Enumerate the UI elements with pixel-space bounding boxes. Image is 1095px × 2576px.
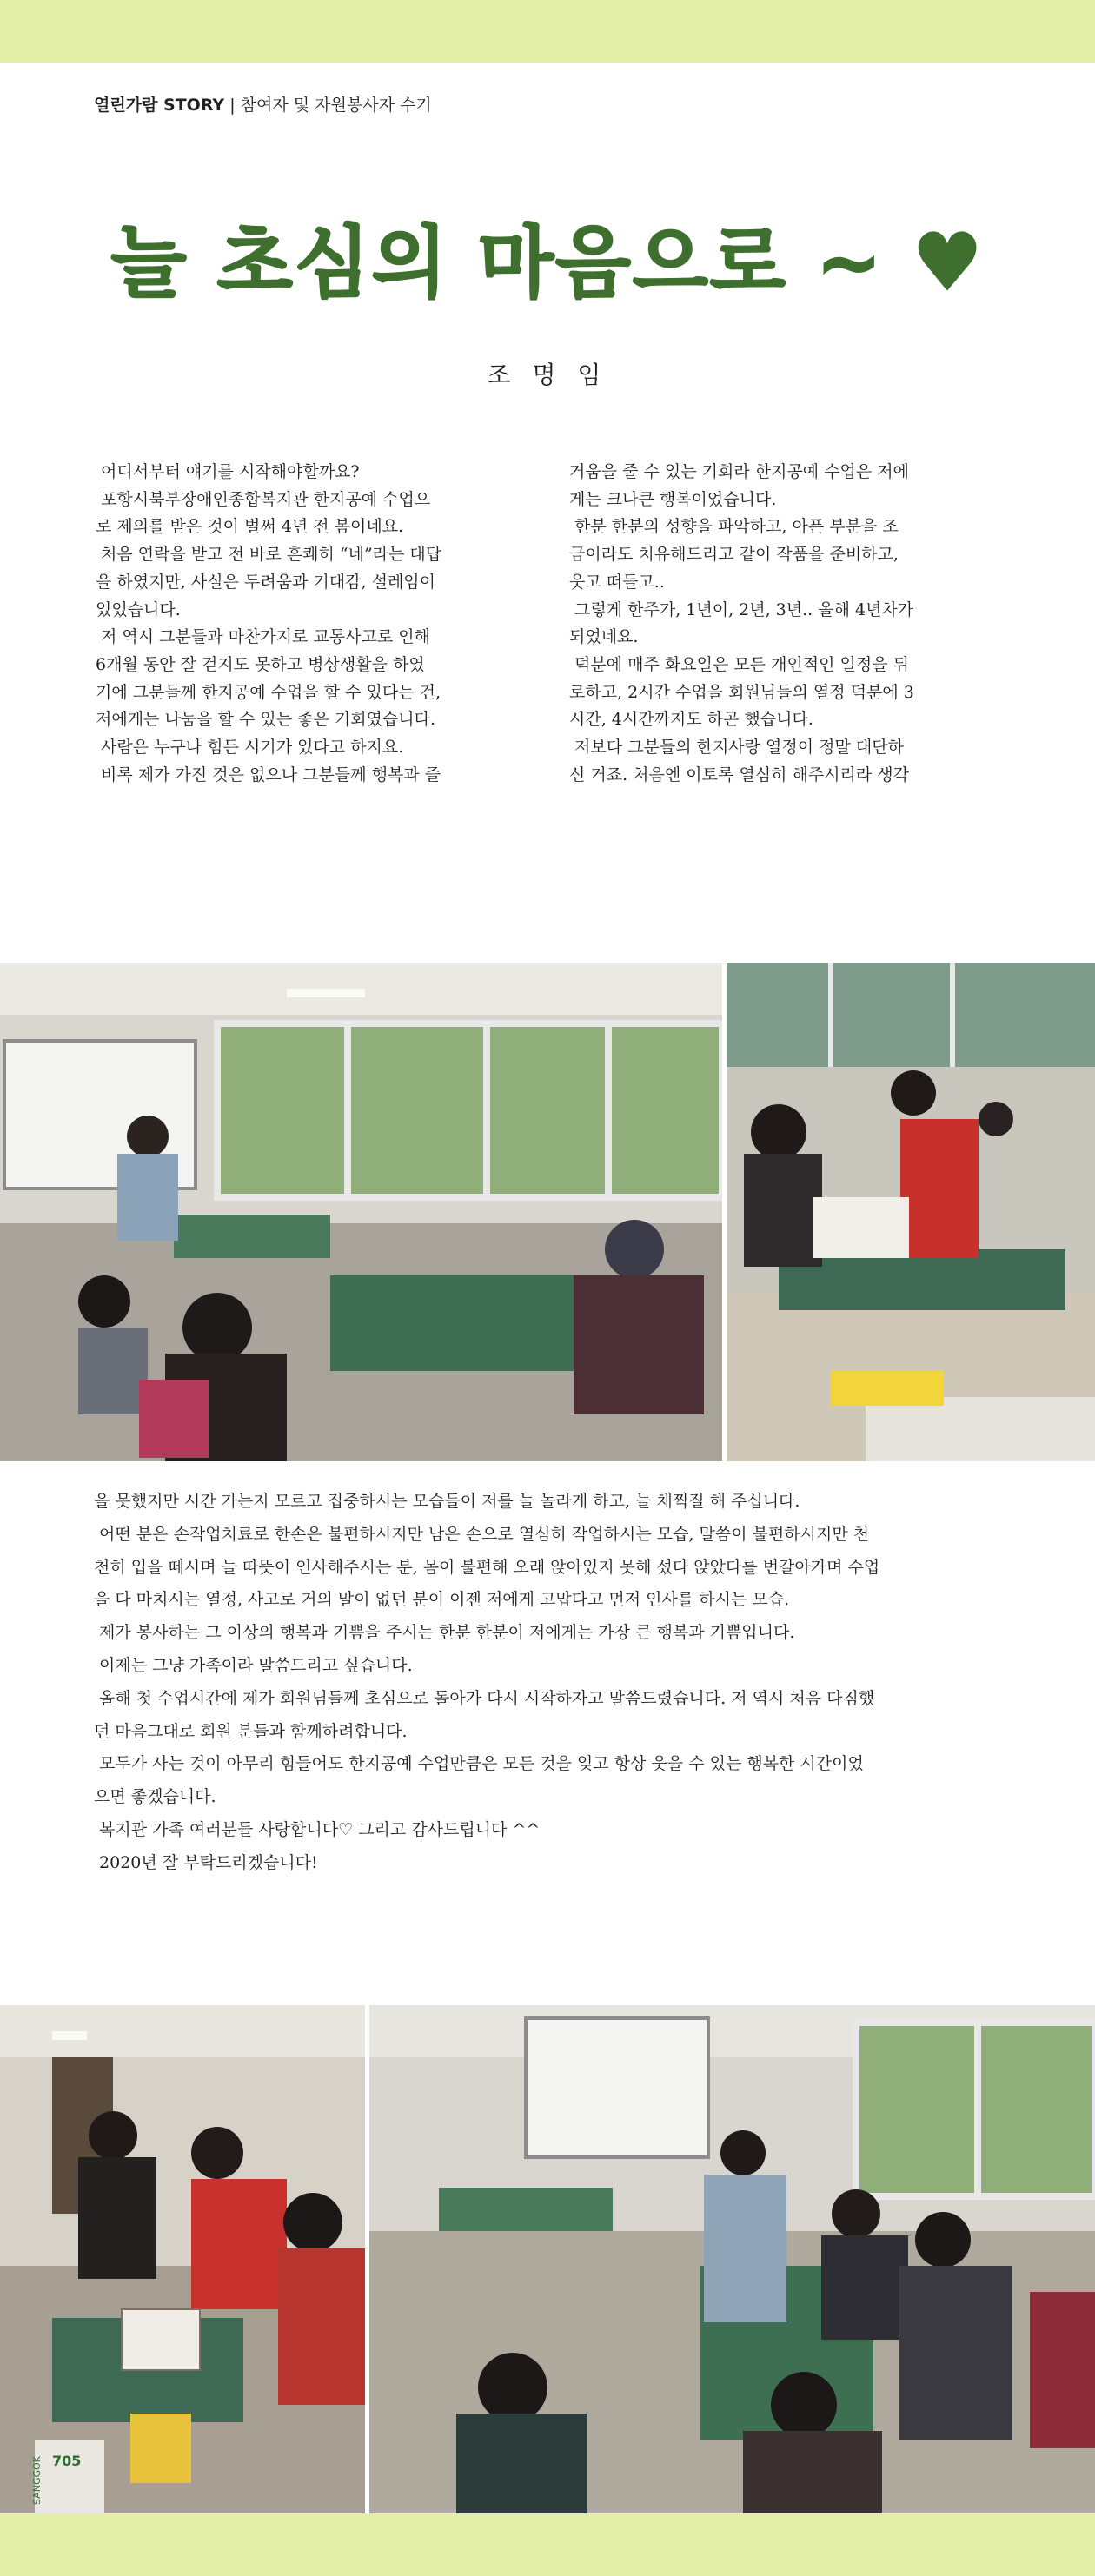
text-line: 2020년 잘 부탁드리겠습니다! — [94, 1852, 318, 1872]
text-line: 로하고, 2시간 수업을 회원님들의 열정 덕분에 3 — [569, 682, 914, 702]
text-line: 있었습니다. — [96, 599, 181, 619]
bottom-color-band — [0, 2513, 1095, 2576]
text-line: 던 마음그대로 회원 분들과 함께하려합니다. — [94, 1721, 408, 1741]
text-line: 올해 첫 수업시간에 제가 회원님들께 초심으로 돌아가 다시 시작하자고 말씀드렸습니다. 저 역시 처음 다짐했 — [94, 1688, 875, 1708]
text-line: 금이라도 치유해드리고 같이 작품을 준비하고, — [569, 545, 899, 565]
text-line: 사람은 누구나 힘든 시기가 있다고 하지요. — [96, 738, 404, 758]
text-line: 어떤 분은 손작업치료로 한손은 불편하시지만 남은 손으로 열심히 작업하시는 모습, 말씀이 불편하시지만 천 — [94, 1524, 870, 1544]
text-line: 이제는 그냥 가족이라 말씀드리고 싶습니다. — [94, 1655, 413, 1675]
continued-text — [94, 1486, 1006, 1880]
page-header — [94, 92, 432, 116]
section-label: 열린가람 STORY — [94, 96, 225, 115]
craft-table-photo — [0, 2005, 365, 2513]
text-line: 시간, 4시간까지도 하곤 했습니다. — [569, 710, 813, 730]
helping-photo-image — [727, 963, 1095, 1461]
text-line: 웃고 떠들고.. — [569, 572, 665, 592]
helping-photo — [727, 963, 1095, 1461]
classroom-photo — [0, 963, 722, 1461]
text-line: 덕분에 매주 화요일은 모든 개인적인 일정을 뒤 — [569, 654, 910, 674]
author-name: 조 명 임 — [487, 361, 608, 389]
classroom-photo-image — [0, 963, 722, 1461]
text-line: 포항시북부장애인종합복지관 한지공예 수업으 — [96, 489, 431, 509]
right-column — [569, 459, 978, 789]
text-line: 비록 제가 가진 것은 없으나 그분들께 행복과 즐 — [96, 765, 441, 785]
text-line: 저보다 그분들의 한지사랑 열정이 정말 대단하 — [569, 738, 904, 758]
text-line: 기에 그분들께 한지공예 수업을 할 수 있다는 건, — [96, 682, 441, 702]
left-column — [96, 459, 504, 789]
text-line: 복지관 가족 여러분들 사랑합니다♡ 그리고 감사드립니다 ^^ — [94, 1819, 541, 1839]
text-line: 제가 봉사하는 그 이상의 행복과 기쁨을 주시는 한분 한분이 저에게는 가장 큰 행복과 기쁨입니다. — [94, 1623, 795, 1643]
top-color-band — [0, 0, 1095, 63]
header-separator: | — [224, 96, 241, 115]
text-line: 을 다 마치시는 열정, 사고로 거의 말이 없던 분이 이젠 저에게 고맙다고 먼저 인사를 하시는 모습. — [94, 1590, 790, 1610]
carton-brand: SANGGOK — [31, 2456, 43, 2505]
text-line: 한분 한분의 성향을 파악하고, 아픈 부분을 조 — [569, 517, 899, 537]
text-line: 신 거죠. 처음엔 이토록 열심히 해주시리라 생각 — [569, 765, 910, 785]
text-line: 게는 크나큰 행복이었습니다. — [569, 489, 777, 509]
text-line: 처음 연락을 받고 전 바로 흔쾌히 “네”라는 대답 — [96, 545, 442, 565]
text-line: 저 역시 그분들과 마찬가지로 교통사고로 인해 — [96, 627, 430, 647]
carton-number: 705 — [52, 2453, 82, 2469]
text-line: 6개월 동안 잘 걷지도 못하고 병상생활을 하였 — [96, 654, 425, 674]
text-line: 그렇게 한주가, 1년이, 2년, 3년.. 올해 4년차가 — [569, 599, 914, 619]
craft-table-photo-image — [0, 2005, 365, 2513]
page-title: 늘 초심의 마음으로 ~ ♥ — [110, 217, 985, 308]
group-work-photo-image — [369, 2005, 1095, 2513]
text-line: 을 못했지만 시간 가는지 모르고 집중하시는 모습들이 저를 늘 놀라게 하고, 늘 채찍질 해 주십니다. — [94, 1492, 800, 1511]
text-line: 저에게는 나눔을 할 수 있는 좋은 기회였습니다. — [96, 710, 436, 730]
header-subtitle: 참여자 및 자원봉사자 수기 — [240, 96, 432, 115]
text-line: 을 하였지만, 사실은 두려움과 기대감, 설레임이 — [96, 572, 436, 592]
text-line: 모두가 사는 것이 아무리 힘들어도 한지공예 수업만큼은 모든 것을 잊고 항상 웃을 수 있는 행복한 시간이었 — [94, 1754, 864, 1774]
text-line: 거움을 줄 수 있는 기회라 한지공예 수업은 저에 — [569, 462, 910, 481]
text-line: 로 제의를 받은 것이 벌써 4년 전 봄이네요. — [96, 517, 404, 537]
text-line: 천히 입을 떼시며 늘 따뜻이 인사해주시는 분, 몸이 불편해 오래 앉아있지 못해 섰다 앉았다를 번갈아가며 수업 — [94, 1557, 880, 1577]
group-work-photo — [369, 2005, 1095, 2513]
text-line: 어디서부터 얘기를 시작해야할까요? — [96, 462, 360, 481]
text-line: 되었네요. — [569, 627, 639, 647]
text-line: 으면 좋겠습니다. — [94, 1787, 216, 1807]
